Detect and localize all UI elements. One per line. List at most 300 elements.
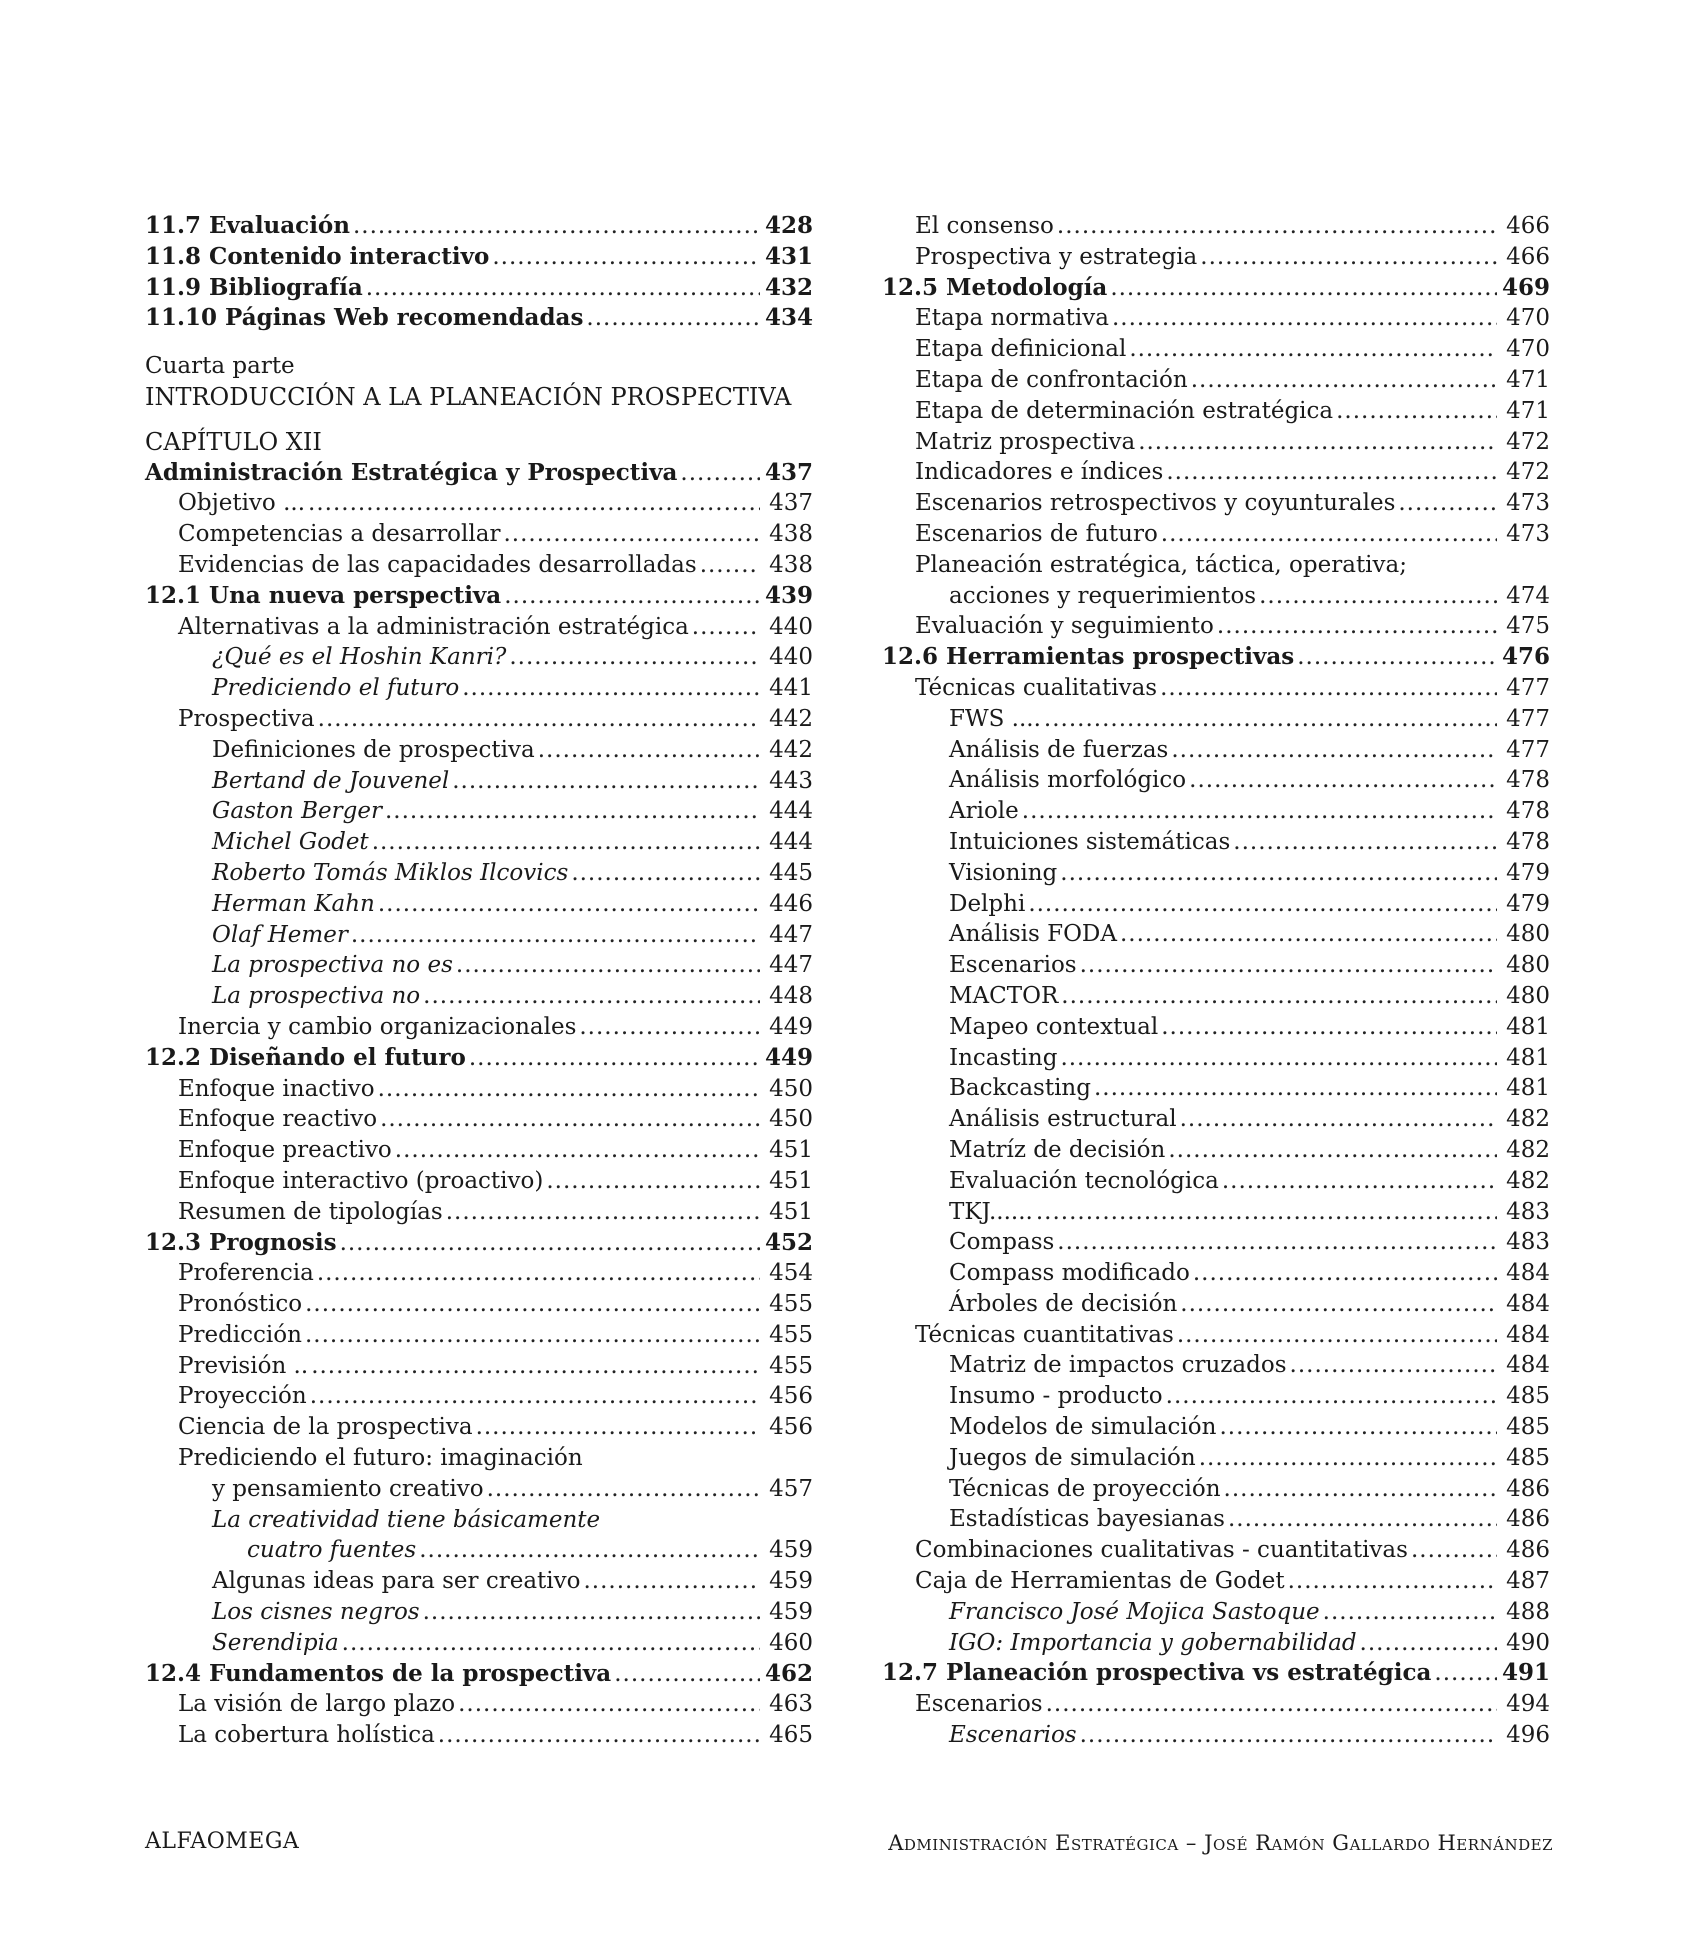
- toc-leader-dots: [378, 889, 760, 920]
- toc-entry-title: Michel Godet: [212, 829, 369, 856]
- toc-entry: [145, 612, 813, 643]
- toc-entry-page: 437: [764, 458, 813, 486]
- toc-entry-title: Alternativas a la administración estratégica: [178, 613, 689, 640]
- toc-entry: [145, 1043, 813, 1074]
- toc-leader-dots: [452, 766, 760, 797]
- toc-entry: [145, 735, 813, 766]
- toc-entry: [882, 1566, 1550, 1597]
- toc-leader-dots: [1217, 611, 1497, 642]
- toc-entry-page: 457: [769, 1475, 813, 1502]
- toc-entry-title: cuatro fuentes: [247, 1537, 417, 1564]
- toc-entry-title: Evidencias de las capacidades desarrolladas: [178, 551, 697, 578]
- toc-leader-dots: [1336, 396, 1497, 427]
- toc-entry: [882, 1258, 1550, 1289]
- toc-entry-title: Ciencia de la prospectiva: [178, 1414, 473, 1441]
- toc-entry-title: Mapeo contextual: [949, 1013, 1159, 1040]
- toc-entry-title: y pensamiento creativo: [212, 1475, 484, 1502]
- toc-entry-title: Indicadores e índices: [915, 459, 1164, 486]
- toc-entry-title: Proyección: [178, 1383, 307, 1410]
- toc-entry-page: 478: [1506, 828, 1550, 855]
- toc-leader-dots: [1434, 1658, 1497, 1689]
- toc-entry-page: 428: [764, 212, 813, 239]
- toc-entry: [882, 519, 1550, 550]
- toc-entry: [145, 519, 813, 550]
- toc-entry-page: 485: [1506, 1383, 1550, 1410]
- toc-entry-page: 440: [769, 613, 813, 640]
- toc-entry-page: 456: [769, 1414, 813, 1441]
- toc-entry: [145, 642, 813, 673]
- toc-entry-title: Escenarios: [915, 1691, 1043, 1718]
- toc-entry-title: 12.4 Fundamentos de la prospectiva: [145, 1659, 612, 1687]
- toc-entry-title: acciones y requerimientos: [949, 582, 1257, 609]
- toc-entry-page: 462: [764, 1659, 813, 1687]
- toc-entry: [882, 1443, 1550, 1474]
- toc-entry: [145, 796, 813, 827]
- toc-leader-dots: [1288, 1566, 1497, 1597]
- toc-leader-dots: [503, 519, 760, 550]
- toc-entry-title: Gaston Berger: [212, 798, 382, 825]
- toc-entry-page: 459: [769, 1568, 813, 1595]
- toc-leader-dots: [1180, 1104, 1497, 1135]
- toc-entry-title: Etapa definicional: [915, 336, 1127, 363]
- toc-leader-dots: [385, 796, 760, 827]
- toc-leader-dots: [1080, 950, 1497, 981]
- toc-leader-dots: [438, 1720, 760, 1751]
- toc-entry: [882, 1073, 1550, 1104]
- toc-entry: [145, 1505, 813, 1536]
- toc-entry: [882, 1381, 1550, 1412]
- toc-entry-page: 484: [1506, 1352, 1550, 1379]
- toc-leader-dots: [1060, 1043, 1497, 1074]
- toc-entry: [145, 1381, 813, 1412]
- toc-leader-dots: [456, 950, 760, 981]
- toc-entry: [145, 858, 813, 889]
- toc-entry: [882, 1289, 1550, 1320]
- toc-entry: [882, 1197, 1550, 1228]
- toc-entry-page: 438: [769, 521, 813, 548]
- toc-entry-page: 480: [1506, 921, 1550, 948]
- toc-entry: [145, 766, 813, 797]
- toc-entry-title: Escenarios: [949, 1722, 1077, 1749]
- toc-entry: [145, 458, 813, 489]
- toc-leader-dots: [1120, 919, 1497, 950]
- toc-leader-dots: [586, 303, 760, 334]
- toc-entry: [882, 858, 1550, 889]
- toc-entry-page: 472: [1506, 428, 1550, 455]
- toc-leader-dots: [305, 1289, 760, 1320]
- toc-entry-title: Evaluación tecnológica: [949, 1167, 1219, 1194]
- toc-entry-page: 477: [1506, 736, 1550, 763]
- toc-entry: [882, 1135, 1550, 1166]
- toc-entry-page: 469: [1501, 273, 1550, 301]
- toc-entry-title: Análisis estructural: [949, 1106, 1177, 1133]
- toc-entry-page: 478: [1506, 767, 1550, 794]
- toc-leader-dots: [1166, 1381, 1497, 1412]
- toc-entry-page: 455: [769, 1321, 813, 1348]
- toc-entry-page: 442: [769, 736, 813, 763]
- toc-entry: [882, 889, 1550, 920]
- toc-entry-page: 451: [769, 1167, 813, 1194]
- toc-entry-title: Compass modificado: [949, 1260, 1190, 1287]
- toc-entry: [882, 1412, 1550, 1443]
- toc-entry-page: 465: [769, 1722, 813, 1749]
- toc-entry-title: 12.2 Diseñando el futuro: [145, 1043, 466, 1071]
- toc-entry-page: 446: [769, 890, 813, 917]
- toc-entry-page: 483: [1506, 1229, 1550, 1256]
- toc-entry-title: Backcasting: [949, 1075, 1091, 1102]
- toc-entry-title: Compass: [949, 1229, 1055, 1256]
- toc-entry-title: Previsión ..: [178, 1352, 309, 1379]
- toc-entry-title: Prediciendo el futuro: imaginación: [178, 1445, 583, 1472]
- toc-leader-dots: [305, 1320, 760, 1351]
- toc-entry-page: 494: [1506, 1691, 1550, 1718]
- chapter-heading: CAPÍTULO XII: [145, 427, 322, 456]
- toc-entry-title: Escenarios retrospectivos y coyunturales: [915, 490, 1396, 517]
- toc-entry-title: Serendipia: [212, 1629, 339, 1656]
- toc-entry-title: 12.5 Metodología: [882, 273, 1108, 301]
- toc-entry-title: Herman Kahn: [212, 890, 375, 917]
- toc-leader-dots: [1177, 1320, 1497, 1351]
- toc-leader-dots: [1189, 765, 1497, 796]
- toc-left-column: [145, 211, 813, 1751]
- toc-entry-title: 11.7 Evaluación: [145, 212, 350, 239]
- toc-entry: [145, 242, 813, 273]
- toc-entry: [882, 1012, 1550, 1043]
- toc-entry: [882, 334, 1550, 365]
- toc-entry-page: 442: [769, 705, 813, 732]
- toc-entry-page: 460: [769, 1629, 813, 1656]
- toc-entry-title: Incasting: [949, 1044, 1058, 1071]
- toc-entry-title: Olaf Hemer: [212, 921, 348, 948]
- toc-entry: [145, 1166, 813, 1197]
- toc-entry-page: 466: [1506, 243, 1550, 270]
- toc-entry-title: 12.7 Planeación prospectiva vs estratégica: [882, 1659, 1432, 1687]
- toc-leader-dots: [692, 612, 760, 643]
- toc-entry-title: Prospectiva: [178, 705, 315, 732]
- toc-list-chapter-12-continued: [882, 211, 1550, 1751]
- toc-entry-title: Enfoque reactivo: [178, 1106, 378, 1133]
- toc-leader-dots: [395, 1135, 760, 1166]
- toc-entry-page: 485: [1506, 1444, 1550, 1471]
- toc-entry: [882, 1474, 1550, 1505]
- toc-entry-title: Análisis de fuerzas: [949, 736, 1169, 763]
- toc-entry-title: 12.1 Una nueva perspectiva: [145, 581, 502, 609]
- toc-leader-dots: [1057, 211, 1497, 242]
- toc-entry-title: Ariole: [949, 798, 1019, 825]
- toc-entry: [882, 1104, 1550, 1135]
- toc-entry: [882, 303, 1550, 334]
- toc-leader-dots: [1323, 1597, 1497, 1628]
- toc-entry: [145, 1289, 813, 1320]
- toc-entry-page: 466: [1506, 213, 1550, 239]
- toc-leader-dots: [311, 1351, 760, 1382]
- toc-entry-title: Insumo - producto: [949, 1383, 1163, 1410]
- toc-leader-dots: [1233, 827, 1497, 858]
- toc-entry: [882, 427, 1550, 458]
- toc-entry-page: 451: [769, 1198, 813, 1225]
- toc-entry: [882, 1597, 1550, 1628]
- toc-entry-page: 477: [1506, 674, 1550, 701]
- toc-entry-page: 455: [769, 1291, 813, 1318]
- toc-entry-page: 450: [769, 1106, 813, 1133]
- toc-entry-page: 441: [769, 675, 813, 702]
- toc-entry-title: Técnicas cuantitativas: [915, 1321, 1174, 1348]
- toc-entry: [882, 273, 1550, 304]
- toc-entry: [882, 581, 1550, 612]
- toc-entry-page: 486: [1506, 1506, 1550, 1533]
- toc-leader-dots: [1161, 1012, 1497, 1043]
- toc-leader-dots: [583, 1566, 760, 1597]
- toc-leader-dots: [1028, 889, 1497, 920]
- toc-entry-page: 455: [769, 1352, 813, 1379]
- toc-entry-title: Análisis morfológico: [949, 767, 1187, 794]
- toc-entry-title: Enfoque interactivo (proactivo): [178, 1167, 544, 1194]
- toc-entry: [882, 642, 1550, 673]
- toc-leader-dots: [509, 642, 760, 673]
- toc-entry-title: FWS ....: [949, 705, 1041, 732]
- toc-entry-page: 444: [769, 829, 813, 856]
- toc-entry: [145, 1597, 813, 1628]
- toc-entry: [882, 1535, 1550, 1566]
- toc-entry: [882, 704, 1550, 735]
- toc-entry: [882, 1350, 1550, 1381]
- toc-entry-title: La prospectiva no: [212, 983, 421, 1010]
- toc-entry-page: 447: [769, 952, 813, 979]
- toc-entry-page: 450: [769, 1075, 813, 1102]
- part-title: INTRODUCCIÓN A LA PLANEACIÓN PROSPECTIVA: [145, 382, 792, 411]
- toc-entry-page: 491: [1501, 1659, 1550, 1687]
- toc-leader-dots: [310, 1381, 760, 1412]
- toc-entry-title: Pronóstico: [178, 1291, 303, 1318]
- toc-entry-page: 479: [1506, 859, 1550, 886]
- toc-entry-title: Roberto Tomás Miklos Ilcovics: [212, 859, 569, 886]
- toc-leader-dots: [476, 1412, 760, 1443]
- toc-entry-title: Escenarios: [949, 952, 1077, 979]
- toc-right-column: [882, 211, 1550, 1751]
- toc-entry-title: El consenso: [915, 213, 1054, 239]
- toc-leader-dots: [1060, 858, 1497, 889]
- toc-entry: [145, 581, 813, 612]
- toc-entry-page: 440: [769, 644, 813, 671]
- toc-entry: [882, 550, 1550, 581]
- toc-leader-dots: [1219, 1412, 1497, 1443]
- toc-entry: [882, 1166, 1550, 1197]
- toc-entry-title: Caja de Herramientas de Godet: [915, 1568, 1285, 1595]
- toc-leader-dots: [308, 488, 760, 519]
- toc-entry-title: Planeación estratégica, táctica, operativa;: [915, 551, 1407, 578]
- toc-entry-page: 470: [1506, 305, 1550, 332]
- toc-entry-title: 11.10 Páginas Web recomendadas: [145, 304, 584, 332]
- toc-leader-dots: [419, 1535, 760, 1566]
- toc-leader-dots: [1168, 1135, 1497, 1166]
- toc-entry: [882, 765, 1550, 796]
- toc-entry: [145, 1012, 813, 1043]
- toc-entry-title: Prediciendo el futuro: [212, 675, 460, 702]
- toc-leader-dots: [423, 1597, 760, 1628]
- toc-entry-title: Matríz de decisión: [949, 1136, 1166, 1163]
- toc-entry: [145, 1689, 813, 1720]
- toc-entry-title: Inercia y cambio organizacionales: [178, 1013, 577, 1040]
- toc-entry-page: 471: [1506, 397, 1550, 424]
- toc-leader-dots: [1057, 1227, 1497, 1258]
- toc-leader-dots: [571, 858, 760, 889]
- toc-entry-page: 479: [1506, 890, 1550, 917]
- toc-leader-dots: [1180, 1289, 1497, 1320]
- toc-entry-page: 439: [764, 581, 813, 609]
- toc-entry-page: 485: [1506, 1414, 1550, 1441]
- toc-leader-dots: [366, 273, 760, 304]
- toc-entry-title: Técnicas cualitativas: [915, 674, 1158, 701]
- toc-entry-title: Etapa de confrontación: [915, 366, 1188, 393]
- toc-entry-page: 486: [1506, 1475, 1550, 1502]
- toc-entry-page: 474: [1506, 582, 1550, 609]
- toc-entry-page: 472: [1506, 459, 1550, 486]
- toc-entry-title: Intuiciones sistemáticas: [949, 828, 1231, 855]
- toc-leader-dots: [1022, 796, 1497, 827]
- toc-entry-page: 484: [1506, 1321, 1550, 1348]
- toc-leader-dots: [1046, 1689, 1497, 1720]
- toc-entry-page: 431: [764, 242, 813, 270]
- toc-leader-dots: [380, 1104, 760, 1135]
- toc-entry-title: Matriz prospectiva: [915, 428, 1136, 455]
- toc-leader-dots: [680, 458, 760, 489]
- toc-entry-title: La visión de largo plazo: [178, 1691, 456, 1718]
- toc-entry: [882, 673, 1550, 704]
- toc-entry: [145, 1135, 813, 1166]
- toc-entry-title: Los cisnes negros: [212, 1599, 420, 1626]
- toc-leader-dots: [579, 1012, 760, 1043]
- toc-entry-page: 459: [769, 1599, 813, 1626]
- toc-leader-dots: [487, 1474, 760, 1505]
- toc-entry-page: 473: [1506, 520, 1550, 547]
- toc-entry-page: 449: [764, 1043, 813, 1071]
- toc-leader-dots: [492, 242, 760, 273]
- toc-entry: [882, 735, 1550, 766]
- toc-leader-dots: [538, 735, 760, 766]
- toc-entry: [145, 1474, 813, 1505]
- toc-entry: [882, 611, 1550, 642]
- toc-entry-title: La cobertura holística: [178, 1722, 435, 1749]
- toc-leader-dots: [340, 1228, 760, 1259]
- toc-leader-dots: [546, 1166, 760, 1197]
- toc-entry: [145, 550, 813, 581]
- toc-leader-dots: [1191, 365, 1497, 396]
- toc-entry-title: Visioning: [949, 859, 1058, 886]
- toc-entry-page: 487: [1506, 1568, 1550, 1595]
- toc-entry-title: La prospectiva no es: [212, 952, 453, 979]
- toc-leader-dots: [469, 1043, 760, 1074]
- toc-leader-dots: [1222, 1166, 1497, 1197]
- toc-entry: [882, 1689, 1550, 1720]
- toc-entry-page: 480: [1506, 952, 1550, 979]
- toc-entry: [145, 950, 813, 981]
- toc-entry: [145, 1104, 813, 1135]
- toc-entry: [145, 920, 813, 951]
- toc-entry-page: 484: [1506, 1260, 1550, 1287]
- toc-leader-dots: [1061, 981, 1497, 1012]
- toc-entry-page: 484: [1506, 1290, 1550, 1317]
- toc-leader-dots: [1411, 1535, 1497, 1566]
- toc-leader-dots: [1398, 488, 1497, 519]
- toc-entry: [145, 1566, 813, 1597]
- toc-entry-page: 443: [769, 767, 813, 794]
- toc-leader-dots: [1297, 642, 1497, 673]
- toc-entry: [882, 396, 1550, 427]
- toc-entry-title: 12.3 Prognosis: [145, 1228, 337, 1256]
- toc-leader-dots: [1166, 457, 1497, 488]
- toc-entry: [145, 1535, 813, 1566]
- toc-entry-page: 471: [1506, 366, 1550, 393]
- toc-leader-dots: [1080, 1720, 1497, 1751]
- toc-entry: [882, 488, 1550, 519]
- toc-leader-dots: [1138, 427, 1497, 458]
- toc-entry: [145, 827, 813, 858]
- toc-entry-title: Enfoque preactivo: [178, 1137, 392, 1164]
- toc-entry-page: 476: [1501, 643, 1550, 671]
- toc-entry-title: Matriz de impactos cruzados: [949, 1352, 1287, 1379]
- toc-leader-dots: [1160, 673, 1497, 704]
- toc-entry-page: 454: [769, 1260, 813, 1287]
- toc-entry: [882, 981, 1550, 1012]
- toc-entry-page: 486: [1506, 1537, 1550, 1564]
- toc-entry-page: 448: [769, 983, 813, 1010]
- toc-leader-dots: [1112, 303, 1497, 334]
- toc-entry: [145, 1659, 813, 1690]
- toc-leader-dots: [1360, 1628, 1497, 1659]
- toc-entry-page: 473: [1506, 490, 1550, 517]
- toc-entry-title: Definiciones de prospectiva: [212, 736, 535, 763]
- part-label: Cuarta parte: [145, 353, 295, 380]
- toc-entry-page: 488: [1506, 1598, 1550, 1625]
- toc-entry: [145, 704, 813, 735]
- toc-list-chapter-12: [145, 458, 813, 1751]
- toc-entry-title: La creatividad tiene básicamente: [212, 1506, 601, 1533]
- toc-entry-title: Estadísticas bayesianas: [949, 1506, 1225, 1533]
- toc-leader-dots: [318, 704, 760, 735]
- toc-entry-title: Evaluación y seguimiento: [915, 613, 1214, 640]
- toc-list-chapter-11: [145, 211, 813, 334]
- toc-entry: [145, 1228, 813, 1259]
- toc-entry: [882, 1658, 1550, 1689]
- toc-entry-title: Predicción: [178, 1321, 302, 1348]
- toc-entry-page: 456: [769, 1383, 813, 1410]
- toc-leader-dots: [351, 920, 760, 951]
- toc-entry-title: Bertand de Jouvenel: [212, 767, 450, 794]
- toc-entry: [882, 827, 1550, 858]
- toc-leader-dots: [462, 673, 760, 704]
- toc-entry: [882, 950, 1550, 981]
- toc-leader-dots: [1044, 704, 1497, 735]
- toc-entry-title: Combinaciones cualitativas - cuantitativas: [915, 1537, 1408, 1564]
- toc-entry-title: Resumen de tipologías: [178, 1198, 443, 1225]
- toc-entry-title: Proferencia: [178, 1260, 314, 1287]
- toc-entry-title: Escenarios de futuro: [915, 520, 1158, 547]
- toc-entry-page: 438: [769, 551, 813, 578]
- toc-entry-page: 452: [764, 1228, 813, 1256]
- toc-entry: [145, 1628, 813, 1659]
- toc-entry-title: Francisco José Mojica Sastoque: [949, 1598, 1320, 1625]
- toc-entry-title: 11.8 Contenido interactivo: [145, 242, 490, 270]
- toc-entry-page: 437: [769, 490, 813, 517]
- toc-leader-dots: [353, 211, 760, 242]
- toc-leader-dots: [1036, 1197, 1497, 1228]
- toc-leader-dots: [504, 581, 760, 612]
- toc-entry: [882, 1504, 1550, 1535]
- toc-entry-page: 463: [769, 1691, 813, 1718]
- toc-entry: [145, 1351, 813, 1382]
- toc-entry-page: 445: [769, 859, 813, 886]
- toc-leader-dots: [378, 1074, 760, 1105]
